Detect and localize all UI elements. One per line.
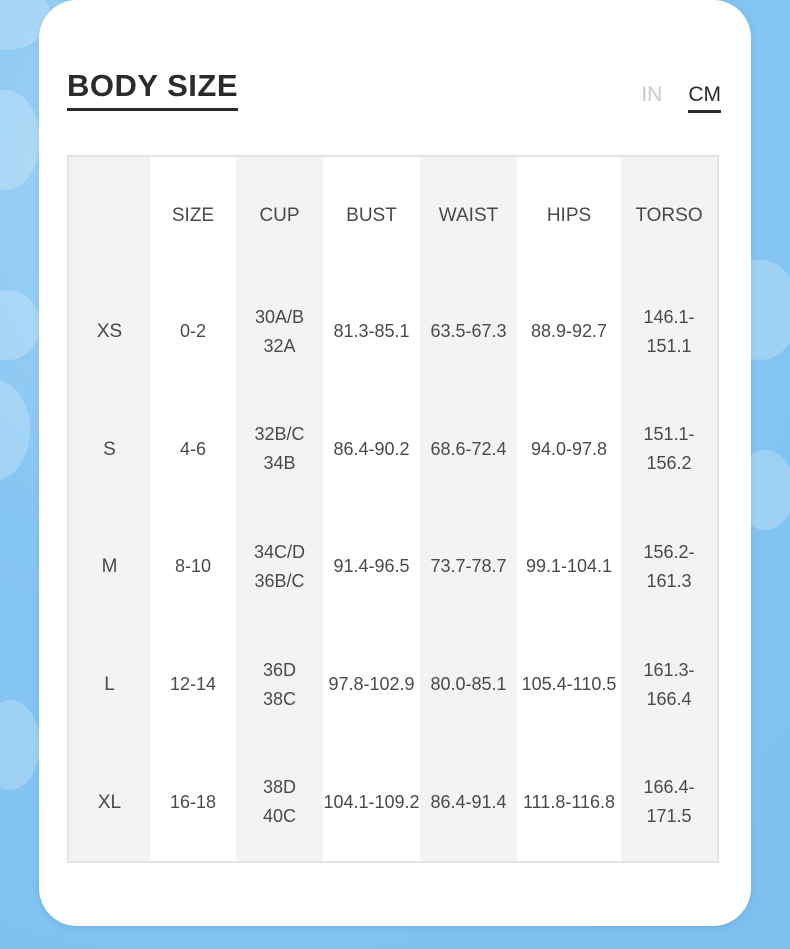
table-cell: 80.0-85.1 [430,674,507,695]
unit-toggle [641,82,721,113]
table-header: HIPS [546,204,592,226]
table-cell: 99.1-104.1 [525,556,613,577]
table-cell: XS [96,321,123,343]
table-cell: 8-10 [174,556,212,577]
table-header: CUP [259,204,300,226]
table-column [420,157,517,861]
page-title: BODY SIZE [67,68,238,111]
table-cell: 91.4-96.5 [333,556,410,577]
table-cell: 161.3-166.4 [643,659,695,709]
background-bubble [0,700,40,790]
table-column [69,157,150,861]
table-cell: 68.6-72.4 [430,438,507,459]
background-bubble [0,290,40,360]
table-cell: 156.2-161.3 [643,541,695,591]
table-cell: S [103,438,116,460]
table-cell: 34C/D 36B/C [253,541,306,591]
table-header: BUST [346,204,397,226]
table-cell: 63.5-67.3 [430,321,507,342]
table-cell: 88.9-92.7 [530,321,608,342]
table-cell: 12-14 [169,674,217,695]
table-column [621,157,717,861]
table-cell: 30A/B 32A [254,306,305,356]
table-header: WAIST [438,204,499,226]
table-cell: 97.8-102.9 [328,674,415,695]
unit-cm-button[interactable]: CM [688,82,721,113]
table-column [236,157,323,861]
table-cell: 73.7-78.7 [430,556,507,577]
background-bubble [0,90,40,190]
table-cell: 32B/C 34B [254,424,305,474]
table-header: SIZE [171,204,215,226]
table-cell: 94.0-97.8 [530,438,608,459]
table-cell: 111.8-116.8 [522,791,616,812]
background-bubble [0,380,30,480]
table-cell: 0-2 [179,321,206,342]
table-column [150,157,236,861]
table-cell: 4-6 [179,438,206,459]
table-cell: M [101,556,118,578]
table-cell: 81.3-85.1 [333,321,410,342]
table-cell: 36D 38C [262,659,297,709]
table-cell: XL [97,791,122,813]
table-cell: 146.1-151.1 [643,306,695,356]
table-cell: 166.4-171.5 [643,777,695,827]
table-cell: 16-18 [169,791,217,812]
table-cell: 86.4-91.4 [430,791,507,812]
table-cell: 86.4-90.2 [333,438,410,459]
table-cell: 104.1-109.2 [323,791,420,812]
table-header [69,157,150,273]
size-chart-card [39,0,751,926]
table-header: TORSO [635,204,703,226]
table-cell: 105.4-110.5 [521,674,617,695]
size-table [67,155,719,863]
unit-in-button[interactable]: IN [641,83,663,106]
table-cell: L [104,674,115,696]
table-column [323,157,420,861]
table-column [517,157,621,861]
table-cell: 38D 40C [262,777,297,827]
table-cell: 151.1-156.2 [643,424,695,474]
